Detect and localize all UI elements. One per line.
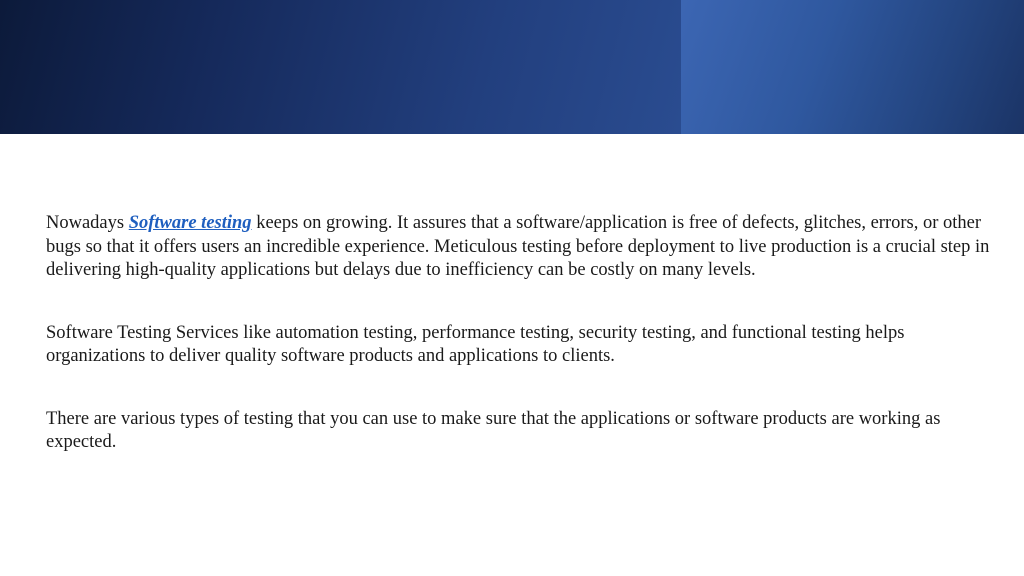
paragraph-intro [46,212,996,283]
header-banner [0,0,1024,134]
intro-text-after-link: keeps on growing. It assures that a software/application is free of defects, glitches, errors, or other bugs so that it offers users an incredible experience. Meticulous testing before deployment to live production is a crucial step in delivering high-quality applications but delays due to inefficiency can be costly on many levels. [46,213,990,280]
paragraph-types: There are various types of testing that you can use to make sure that the applications or software products are working as expected. [46,408,941,452]
slide-body [46,212,996,494]
header-left-panel [0,0,681,134]
intro-text-before-link: Nowadays [46,213,129,233]
paragraph-services: Software Testing Services like automation testing, performance testing, security testing, and functional testing helps organizations to deliver quality software products and applications to clients. [46,322,905,366]
software-testing-link[interactable]: Software testing [128,213,252,233]
header-right-panel [681,0,1024,134]
